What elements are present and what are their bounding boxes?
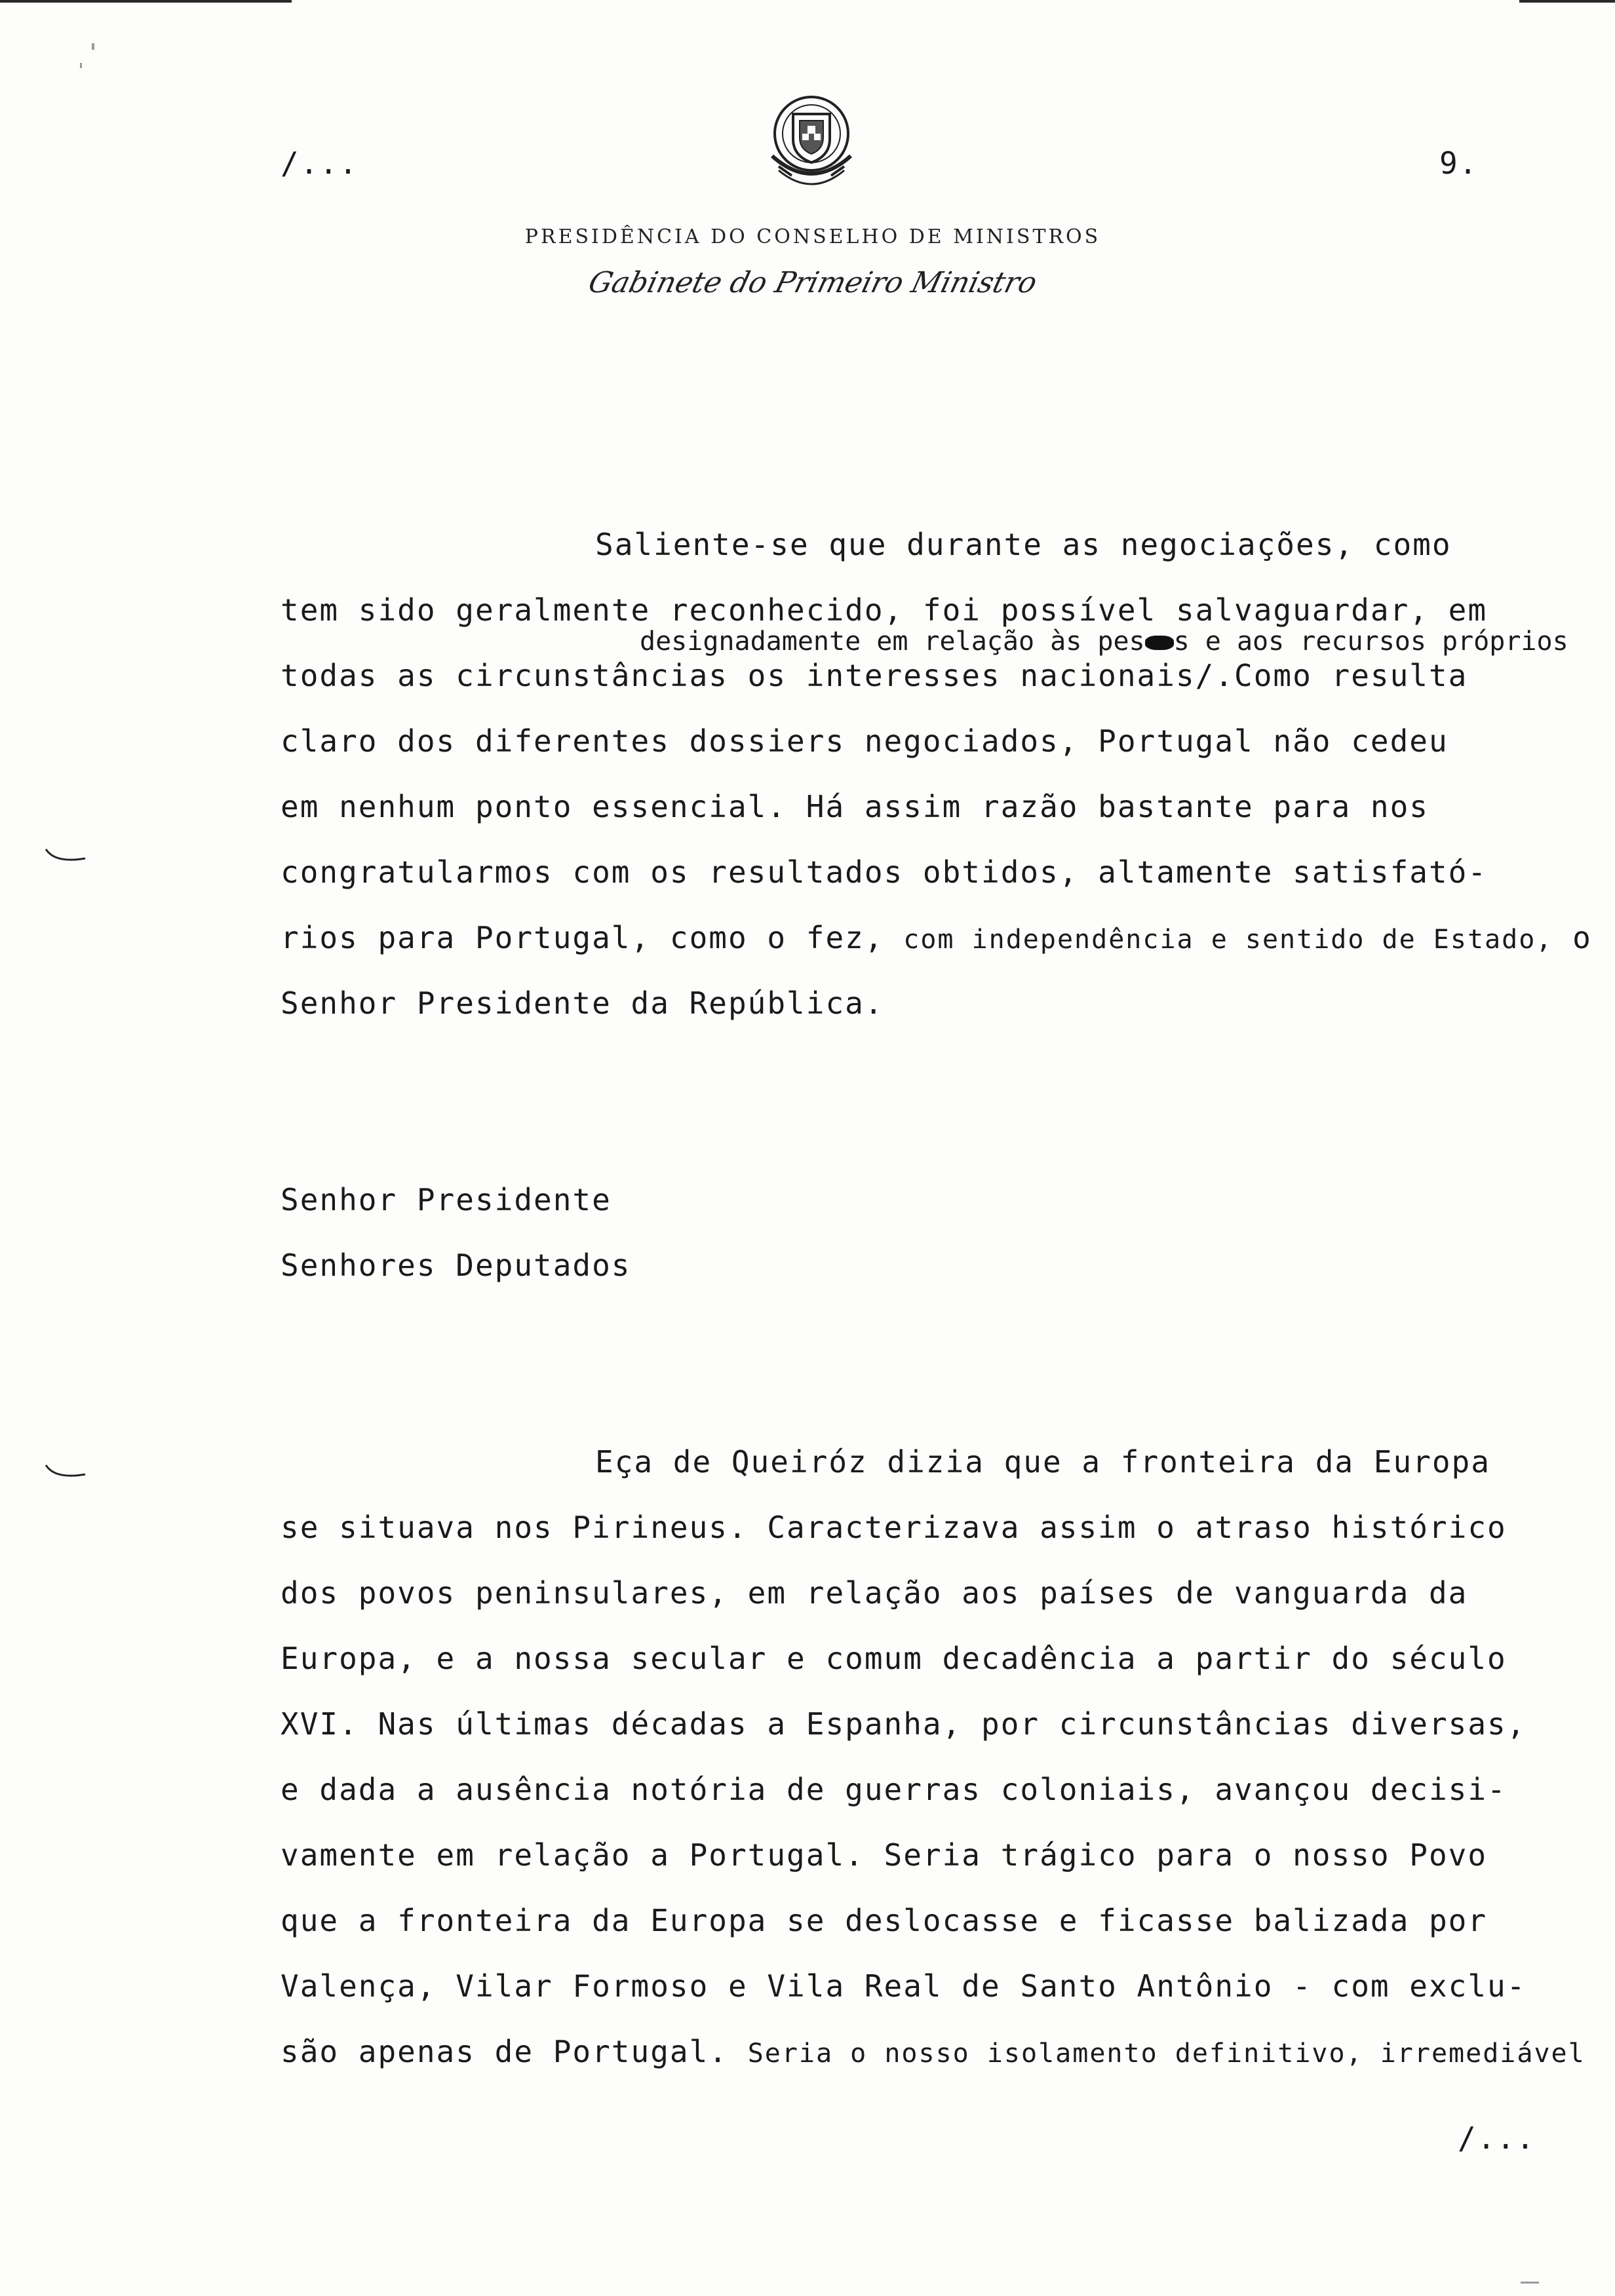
- line-7-typed: rios para Portugal, como o fez,: [281, 920, 884, 955]
- page-number: 9.: [1439, 145, 1479, 181]
- paragraph-2-line-5: XVI. Nas últimas décadas a Espanha, por circunstâncias diversas,: [281, 1706, 1527, 1742]
- scan-speck: [80, 63, 82, 68]
- paragraph-1-line-6: congratularmos com os resultados obtidos, altamente satisfató-: [281, 854, 1488, 890]
- organization-name: PRESIDÊNCIA DO CONSELHO DE MINISTROS: [524, 225, 1101, 248]
- paragraph-2-line-8: que a fronteira da Europa se deslocasse e ficasse balizada por: [281, 1903, 1488, 1938]
- scan-edge-line-left: [0, 0, 292, 3]
- paragraph-2-line-7: vamente em relação a Portugal. Seria trágico para o nosso Povo: [281, 1837, 1488, 1873]
- ink-blot: [1145, 636, 1174, 650]
- paragraph-1-line-7: [281, 920, 1592, 955]
- paragraph-2-line-3: dos povos peninsulares, em relação aos países de vanguarda da: [281, 1575, 1468, 1611]
- paragraph-1-line-2: tem sido geralmente reconhecido, foi possível salvaguardar, em: [281, 592, 1488, 628]
- salutation-line-2: Senhores Deputados: [281, 1248, 631, 1283]
- margin-curve-mark: [43, 847, 89, 866]
- paragraph-1-line-1: Saliente-se que durante as negociações, como: [595, 527, 1452, 562]
- paragraph-1-line-5: em nenhum ponto essencial. Há assim razão bastante para nos: [281, 789, 1429, 824]
- paragraph-2-line-1: Eça de Queiróz dizia que a fronteira da Europa: [595, 1444, 1490, 1480]
- paragraph-2-line-9: Valença, Vilar Formoso e Vila Real de Santo Antônio - com exclu-: [281, 1968, 1527, 2004]
- scan-speck: [92, 43, 94, 50]
- paragraph-1-line-8: Senhor Presidente da República.: [281, 985, 884, 1021]
- line-7-typed-end: o: [1572, 920, 1592, 955]
- line-3-text: todas as circunstâncias os interesses nacionais/.: [281, 658, 1235, 693]
- salutation-line-1: Senhor Presidente: [281, 1182, 612, 1217]
- paragraph-1-line-3: [281, 658, 1468, 693]
- continuation-marker-bottom: /...: [1458, 2120, 1536, 2156]
- line-7-insertion: com independência e sentido de Estado,: [903, 925, 1553, 955]
- line-3-continuation: Como resulta: [1234, 658, 1468, 693]
- continuation-marker-top: /...: [281, 145, 359, 181]
- margin-curve-mark: [43, 1463, 89, 1482]
- line-10-insertion: Seria o nosso isolamento definitivo, irremediável: [747, 2038, 1586, 2069]
- coat-of-arms-seal-icon: [752, 93, 870, 198]
- handwritten-insertion: [640, 626, 1568, 657]
- paragraph-2-line-6: e dada a ausência notória de guerras coloniais, avançou decisi-: [281, 1772, 1507, 1807]
- insertion-text-before: designadamente em relação às pes: [640, 626, 1145, 657]
- paragraph-2-line-4: Europa, e a nossa secular e comum decadência a partir do século: [281, 1641, 1507, 1676]
- scan-edge-line-right: [1519, 0, 1615, 3]
- insertion-text-after: s e aos recursos próprios: [1173, 626, 1568, 657]
- scan-speck: [1521, 2282, 1539, 2284]
- line-10-typed: são apenas de Portugal.: [281, 2034, 728, 2069]
- office-subtitle: Gabinete do Primeiro Ministro: [585, 266, 1041, 299]
- paragraph-2-line-10: [281, 2034, 1586, 2069]
- paragraph-1-line-4: claro dos diferentes dossiers negociados, Portugal não cedeu: [281, 723, 1449, 759]
- paragraph-2-line-2: se situava nos Pirineus. Caracterizava assim o atraso histórico: [281, 1510, 1507, 1545]
